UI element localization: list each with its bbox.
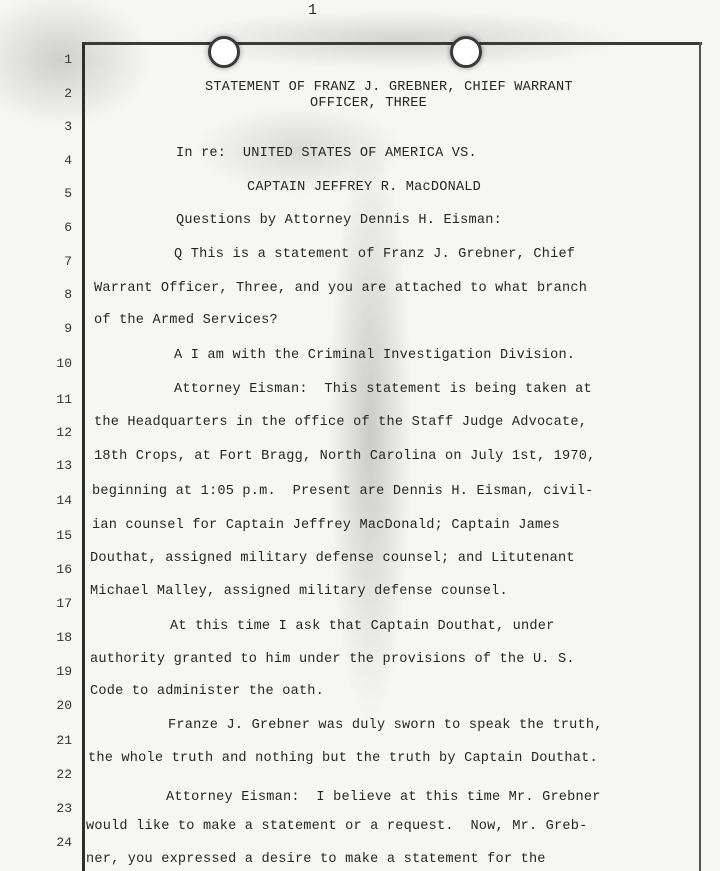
text-line: Attorney Eisman: This statement is being taken at [174,382,592,397]
line-number: 18 [56,630,72,645]
line-number: 6 [64,220,72,235]
line-number: 4 [64,153,72,168]
text-line: Attorney Eisman: I believe at this time Mr. Grebner [166,790,601,805]
line-number: 24 [56,835,72,850]
text-line: the whole truth and nothing but the truth by Captain Douthat. [88,751,598,766]
text-line: Franze J. Grebner was duly sworn to speak the truth, [168,718,603,733]
text-line: of the Armed Services? [94,313,278,328]
line-number: 1 [64,52,72,67]
case-caption-line2: CAPTAIN JEFFREY R. MacDONALD [247,180,482,195]
text-line: ner, you expressed a desire to make a statement for the [86,852,546,867]
line-number: 8 [64,287,72,302]
case-caption-line1: In re: UNITED STATES OF AMERICA VS. [176,146,477,161]
line-number: 5 [64,186,72,201]
text-line: Douthat, assigned military defense counsel; and Litutenant [90,551,575,566]
line-number: 17 [56,596,72,611]
line-number: 23 [56,801,72,816]
line-number: 3 [64,119,72,134]
text-line: Code to administer the oath. [90,684,325,699]
line-number: 10 [56,356,72,371]
statement-title-line2: OFFICER, THREE [310,96,428,111]
text-line: A I am with the Criminal Investigation Division. [174,348,576,363]
line-number: 11 [56,392,72,407]
page-number: 1 [308,2,318,19]
text-line: 18th Crops, at Fort Bragg, North Carolina on July 1st, 1970, [94,449,596,464]
line-number: 21 [56,733,72,748]
line-number: 14 [56,493,72,508]
text-line: beginning at 1:05 p.m. Present are Dennis H. Eisman, civil- [92,484,594,499]
text-line: ian counsel for Captain Jeffrey MacDonald; Captain James [92,518,561,533]
text-line: At this time I ask that Captain Douthat, under [170,619,555,634]
page-border-top [82,42,702,45]
text-line: would like to make a statement or a request. Now, Mr. Greb- [86,819,588,834]
page-border-right [699,42,701,871]
line-number: 7 [64,254,72,269]
binder-hole-right [450,36,482,68]
line-number: 20 [56,698,72,713]
text-line: Michael Malley, assigned military defense counsel. [90,584,508,599]
line-number: 13 [56,458,72,473]
binder-hole-left [208,36,240,68]
text-line: the Headquarters in the office of the Staff Judge Advocate, [94,415,588,430]
line-number: 16 [56,562,72,577]
page-border-left [82,42,85,871]
line-number: 19 [56,664,72,679]
line-number: 15 [56,528,72,543]
questions-heading: Questions by Attorney Dennis H. Eisman: [176,213,502,228]
text-line: Warrant Officer, Three, and you are attached to what branch [94,281,588,296]
line-number: 9 [64,321,72,336]
line-number: 22 [56,767,72,782]
text-line: Q This is a statement of Franz J. Grebner, Chief [174,247,576,262]
text-line: authority granted to him under the provisions of the U. S. [90,652,575,667]
line-number: 2 [64,86,72,101]
statement-title-line1: STATEMENT OF FRANZ J. GREBNER, CHIEF WARRANT [205,80,573,95]
line-number: 12 [56,425,72,440]
